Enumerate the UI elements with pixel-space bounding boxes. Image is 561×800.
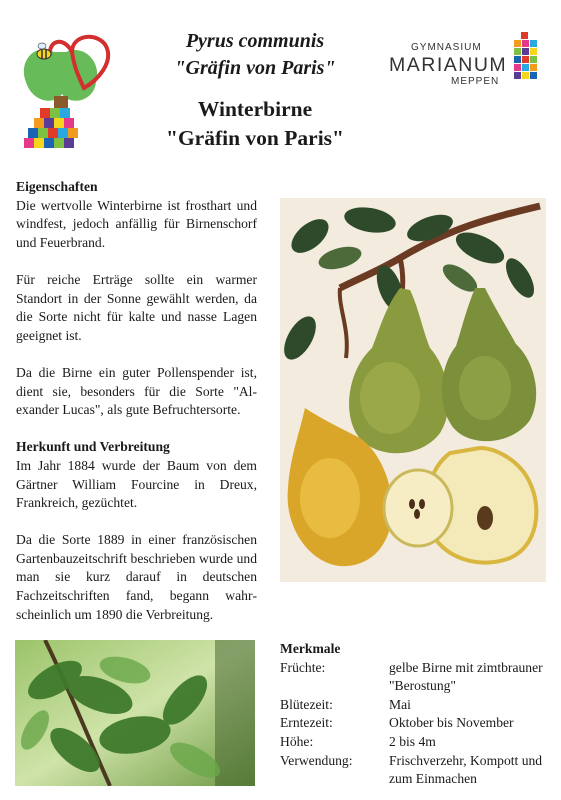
merkmale-key: Blütezeit: [280, 696, 333, 712]
merkmale-key: Verwendung: [280, 752, 353, 768]
page-title-line1: Winterbirne [197, 97, 313, 121]
eigenschaften-heading: Eigenschaften [16, 179, 98, 194]
school-logo-line2: MARIANUM [389, 54, 508, 76]
merkmale-value: Oktober bis November [389, 715, 514, 731]
color-blocks-icon [511, 32, 539, 84]
merkmale-row [280, 659, 550, 696]
school-logo-line1: GYMNASIUM [411, 42, 482, 53]
merkmale-row [280, 696, 550, 715]
merkmale-row [280, 752, 550, 789]
latin-name [140, 28, 370, 82]
merkmale-row [280, 714, 550, 733]
school-logo [389, 32, 539, 88]
merkmale-row [280, 733, 550, 752]
merkmale-key: Erntezeit: [280, 715, 333, 731]
pear-illustration [280, 198, 546, 582]
herkunft-paragraph-1: Im Jahr 1884 wurde der Baum von dem Gärtner William Fourcine in Dreux, Frankreich, gezüchtet. [16, 457, 257, 511]
merkmale-key: Früchte: [280, 659, 326, 675]
latin-name-line1: Pyrus communis [185, 30, 325, 52]
school-tree-logo [14, 22, 118, 160]
merkmale-value: Frischverzehr, Kompott und zum Einmachen [389, 752, 543, 787]
merkmale-value: gelbe Birne mit zimtbrauner "Berostung" [389, 659, 543, 694]
school-logo-line3: MEPPEN [451, 76, 500, 87]
merkmale-value: 2 bis 4m [389, 733, 436, 749]
herkunft-paragraph-2: Da die Sorte 1889 in einer französischen Gartenbauzeitschrift beschrieben wurde und man sie kurz darauf in deutschen Fachzeitschriften fand, begann wahrscheinlich um 1890 die Verbreitung. [16, 532, 257, 622]
merkmale-key: Höhe: [280, 733, 314, 749]
eigenschaften-paragraph-2: Für reiche Erträge sollte ein warmer Standort in der Sonne gewählt werden, da die Sorte nicht für kalte und nasse Lagen geeignet ist. [16, 271, 257, 343]
merkmale-value: Mai [389, 696, 411, 712]
text-column [16, 178, 257, 643]
merkmale-heading: Merkmale [280, 641, 341, 656]
page-title-line2: "Gräfin von Paris" [166, 126, 344, 150]
herkunft-heading: Herkunft und Verbreitung [16, 439, 170, 455]
bee-icon [37, 43, 51, 59]
latin-name-line2: "Gräfin von Paris" [174, 57, 336, 79]
page-title [140, 95, 370, 153]
eigenschaften-paragraph-3: Da die Birne ein guter Pollenspender ist, dient sie, besonders für die Sorte "Alexander Lucas", als gute Befruchtersorte. [16, 364, 257, 418]
eigenschaften-paragraph-1: Die wertvolle Winterbirne ist frosthart und windfest, jedoch anfällig für Birnenschorf und Feuerbrand. [16, 197, 257, 250]
pear-tree-leaves-photo [15, 640, 255, 786]
merkmale-table [280, 640, 550, 789]
